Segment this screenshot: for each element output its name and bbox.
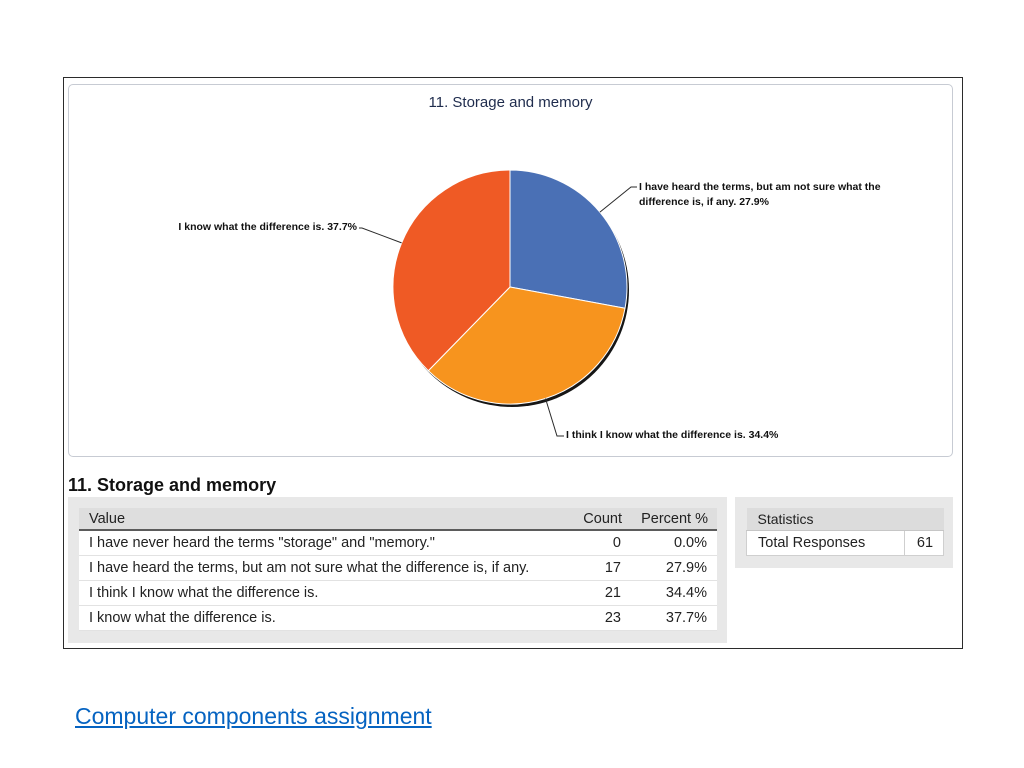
- statistics-panel: [735, 497, 953, 568]
- pie-label-heard-terms: [639, 180, 901, 210]
- pie-label-percent: 34.4%: [748, 429, 779, 441]
- results-header-row: [79, 508, 717, 530]
- pie-slice-1: [510, 170, 627, 308]
- percent-cell: 37.7%: [631, 606, 717, 631]
- pie-chart: [69, 85, 952, 456]
- value-cell: I have heard the terms, but am not sure what the difference is, if any.: [79, 556, 577, 581]
- leader-line-1: [600, 187, 637, 212]
- pie-label-category: I know what the difference is.: [178, 221, 325, 233]
- percent-cell: 0.0%: [631, 530, 717, 556]
- pie-label-know-difference: [87, 220, 357, 235]
- value-cell: I know what the difference is.: [79, 606, 577, 631]
- statistics-header-row: [747, 508, 944, 531]
- leader-line-2: [546, 399, 565, 437]
- percent-cell: 34.4%: [631, 581, 717, 606]
- statistics-header: Statistics: [747, 508, 944, 531]
- pie-label-percent: 37.7%: [327, 221, 357, 233]
- survey-results-frame: [63, 77, 963, 649]
- count-cell: 0: [577, 530, 631, 556]
- statistic-value: 61: [905, 531, 944, 556]
- pie-chart-panel: [68, 84, 953, 457]
- assignment-link[interactable]: Computer components assignment: [75, 703, 432, 729]
- pie-label-think-know: [566, 428, 778, 443]
- count-cell: 23: [577, 606, 631, 631]
- column-header-count: Count: [577, 508, 631, 530]
- count-cell: 21: [577, 581, 631, 606]
- table-row: [79, 606, 717, 631]
- leader-line-3: [359, 228, 402, 243]
- percent-cell: 27.9%: [631, 556, 717, 581]
- chart-title: 11. Storage and memory: [428, 94, 593, 111]
- pie-label-category: I have heard the terms, but am not sure what the difference is, if any.: [639, 181, 881, 208]
- results-table: [79, 508, 717, 631]
- value-cell: I think I know what the difference is.: [79, 581, 577, 606]
- statistic-label: Total Responses: [747, 531, 905, 556]
- pie-label-percent: 27.9%: [739, 196, 769, 208]
- results-table-panel: [68, 497, 727, 643]
- count-cell: 17: [577, 556, 631, 581]
- results-heading: 11. Storage and memory: [68, 475, 277, 495]
- column-header-value: Value: [79, 508, 577, 530]
- table-row: [79, 530, 717, 556]
- table-row: [79, 581, 717, 606]
- statistics-row: [747, 531, 944, 556]
- statistics-table: [746, 508, 944, 556]
- column-header-percent: Percent %: [631, 508, 717, 530]
- pie-label-category: I think I know what the difference is.: [566, 429, 746, 441]
- value-cell: I have never heard the terms "storage" and "memory.": [79, 530, 577, 556]
- table-row: [79, 556, 717, 581]
